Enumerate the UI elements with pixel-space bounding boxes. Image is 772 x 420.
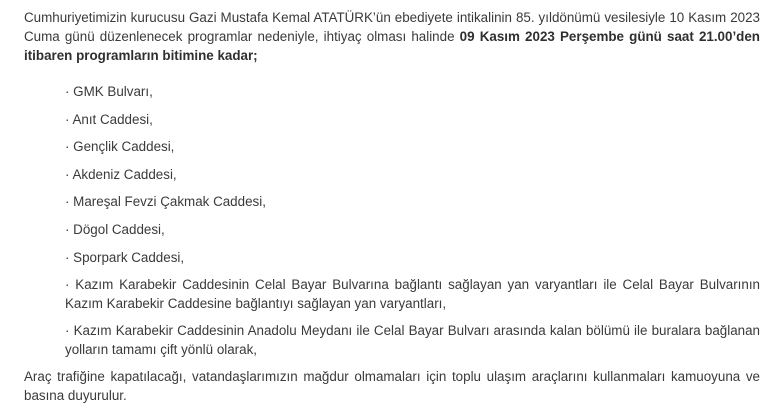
closed-roads-list <box>24 82 760 359</box>
announcement-body <box>24 8 760 405</box>
list-item: · GMK Bulvarı, <box>65 84 153 99</box>
list-item: · Akdeniz Caddesi, <box>65 166 177 182</box>
list-item: · Anıt Caddesi, <box>65 111 153 127</box>
intro-text: Cumhuriyetimizin kurucusu Gazi Mustafa Kemal ATATÜRK’ün ebediyete intikalinin 85. yıldönümü vesilesiyle 10 Kasım 2023 Cuma günü düzenlenecek programlar nedeniyle, ihtiyaç olması halinde <box>24 10 760 44</box>
list-item: · Gençlik Caddesi, <box>65 139 175 155</box>
intro-bold-text: 09 Kasım 2023 Perşembe günü saat 21.00’den itibaren programların bitimine kadar; <box>24 29 760 63</box>
list-item: · Dögol Caddesi, <box>65 221 165 237</box>
closing-paragraph: Araç trafiğine kapatılacağı, vatandaşlarımızın mağdur olmamaları için toplu ulaşım araçlarını kullanmaları kamuoyuna ve basına duyurulur. <box>24 369 760 404</box>
intro-paragraph <box>24 8 760 65</box>
list-item: · Kazım Karabekir Caddesinin Celal Bayar Bulvarına bağlantı sağlayan yan varyantları ile Celal Bayar Bulvarının Kazım Karabekir Caddesine bağlantıyı sağlayan yan varyantları, <box>65 277 760 312</box>
list-item: · Kazım Karabekir Caddesinin Anadolu Meydanı ile Celal Bayar Bulvarı arasında kalan bölümü ile buralara bağlanan yolların tamamı çift yönlü olarak, <box>65 323 760 358</box>
list-item: · Sporpark Caddesi, <box>65 249 185 265</box>
list-item: · Mareşal Fevzi Çakmak Caddesi, <box>65 194 266 210</box>
